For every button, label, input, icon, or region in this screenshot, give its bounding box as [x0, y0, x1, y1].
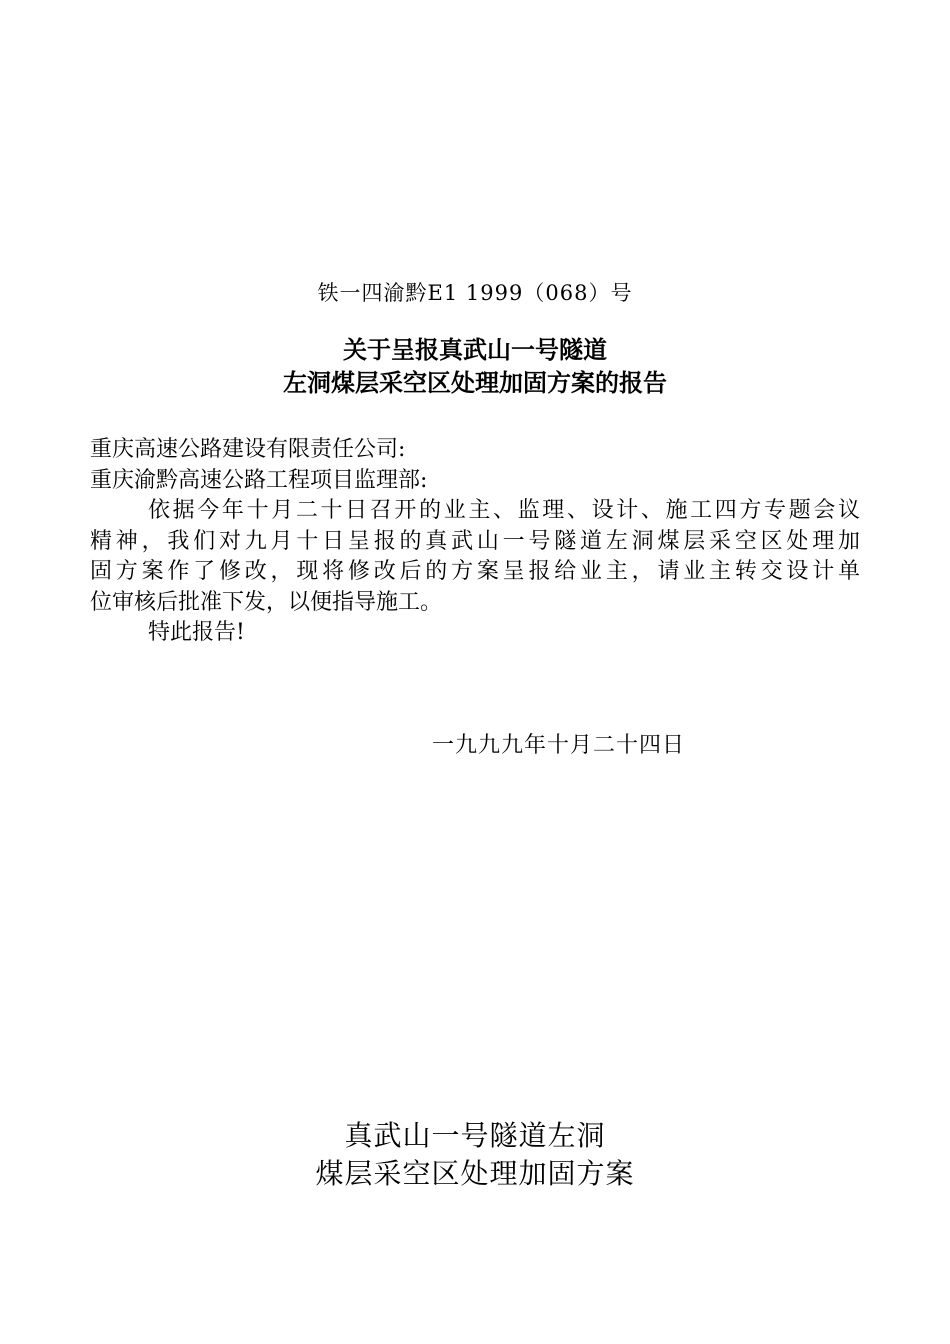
report-title-line-2: 左洞煤层采空区处理加固方案的报告 [283, 369, 667, 397]
plan-subtitle [0, 1117, 950, 1193]
report-date: 一九九九年十月二十四日 [432, 733, 686, 758]
report-body [90, 435, 860, 649]
document-number: 铁一四渝黔E1 1999（068）号 [317, 281, 633, 305]
body-paragraph-line: 位审核后批准下发，以便指导施工。 [90, 589, 443, 615]
closing-line: 特此报告! [148, 620, 245, 645]
recipient-line: 重庆渝黔高速公路工程项目监理部: [90, 467, 428, 493]
body-paragraph-line: 依据今年十月二十日召开的业主、监理、设计、施工四方专题会议 [148, 498, 860, 523]
report-title-line-1: 关于呈报真武山一号隧道 [343, 336, 607, 364]
body-paragraph-line: 精神，我们对九月十日呈报的真武山一号隧道左洞煤层采空区处理加 [90, 528, 860, 554]
plan-subtitle-line-1: 真武山一号隧道左洞 [344, 1119, 606, 1152]
body-paragraph-line: 固方案作了修改，现将修改后的方案呈报给业主，请业主转交设计单 [90, 559, 860, 584]
plan-subtitle-line-2: 煤层采空区处理加固方案 [315, 1157, 635, 1190]
recipient-line: 重庆高速公路建设有限责任公司: [90, 437, 406, 462]
report-title [0, 334, 950, 400]
